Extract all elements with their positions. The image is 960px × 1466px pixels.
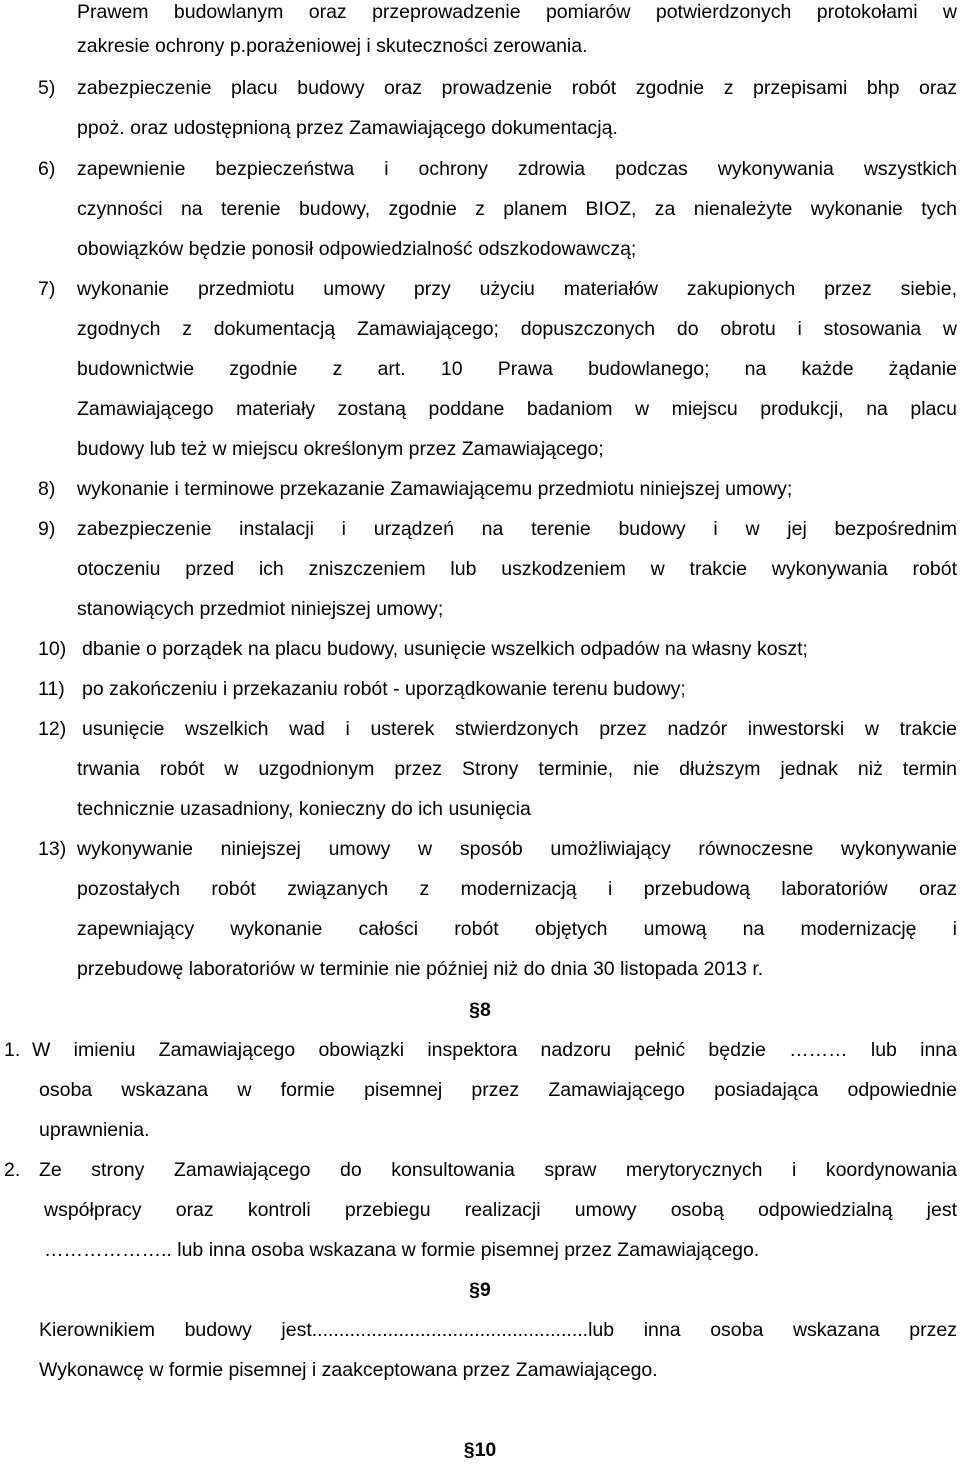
item-12-number: 12) bbox=[38, 718, 67, 740]
item-12-line-2: trwania robót w uzgodnionym przez Strony terminie, nie dłuższym jednak niż termin bbox=[77, 758, 957, 780]
item-7-line-4: Zamawiającego materiały zostaną poddane badaniom w miejscu produkcji, na placu bbox=[77, 398, 957, 420]
item-13-number: 13) bbox=[38, 838, 67, 860]
item-5-line-1: zabezpieczenie placu budowy oraz prowadzenie robót zgodnie z przepisami bhp oraz bbox=[77, 77, 957, 99]
section-9-line-1: Kierownikiem budowy jest...................................................lub inna osoba wskazana przez bbox=[39, 1319, 957, 1341]
item-5-number: 5) bbox=[38, 77, 56, 99]
item-9-number: 9) bbox=[38, 518, 56, 540]
item-6-number: 6) bbox=[38, 158, 56, 180]
section-8-point-2-line-2: współpracy oraz kontroli przebiegu realizacji umowy osobą odpowiedzialną jest bbox=[44, 1199, 957, 1221]
item-9-line-3: stanowiących przedmiot niniejszej umowy; bbox=[77, 598, 444, 620]
item-13-line-2: pozostałych robót związanych z modernizacją i przebudową laboratoriów oraz bbox=[77, 878, 957, 900]
item-6-line-1: zapewnienie bezpieczeństwa i ochrony zdrowia podczas wykonywania wszystkich bbox=[77, 158, 957, 180]
item-6-line-2: czynności na terenie budowy, zgodnie z planem BIOZ, za nienależyte wykonanie tych bbox=[77, 198, 957, 220]
item-7-line-2: zgodnych z dokumentacją Zamawiającego; dopuszczonych do obrotu i stosowania w bbox=[77, 318, 957, 340]
item-8-line-1: wykonanie i terminowe przekazanie Zamawiającemu przedmiotu niniejszej umowy; bbox=[77, 478, 793, 500]
section-8-heading: §8 bbox=[469, 999, 491, 1021]
item-7-line-1: wykonanie przedmiotu umowy przy użyciu materiałów zakupionych przez siebie, bbox=[77, 278, 957, 300]
item-6-line-3: obowiązków będzie ponosił odpowiedzialność odszkodowawczą; bbox=[77, 238, 637, 260]
item-9-line-1: zabezpieczenie instalacji i urządzeń na terenie budowy i w jej bezpośrednim bbox=[77, 518, 957, 540]
item-11-line-1: po zakończeniu i przekazaniu robót - uporządkowanie terenu budowy; bbox=[82, 678, 686, 700]
item-5-line-2: ppoż. oraz udostępnioną przez Zamawiającego dokumentacją. bbox=[77, 117, 618, 139]
item-10-line-1: dbanie o porządek na placu budowy, usunięcie wszelkich odpadów na własny koszt; bbox=[82, 638, 808, 660]
item-7-line-5: budowy lub też w miejscu określonym przez Zamawiającego; bbox=[77, 438, 604, 460]
intro-line-2: zakresie ochrony p.porażeniowej i skuteczności zerowania. bbox=[77, 35, 588, 57]
section-8-point-1-line-2: osoba wskazana w formie pisemnej przez Zamawiającego posiadająca odpowiednie bbox=[39, 1079, 957, 1101]
item-13-line-1: wykonywanie niniejszej umowy w sposób umożliwiający równoczesne wykonywanie bbox=[77, 838, 957, 860]
section-10-heading: §10 bbox=[463, 1439, 497, 1461]
section-8-point-2-number: 2. bbox=[4, 1159, 21, 1181]
intro-line-1: Prawem budowlanym oraz przeprowadzenie pomiarów potwierdzonych protokołami w bbox=[77, 1, 957, 23]
section-9-line-2: Wykonawcę w formie pisemnej i zaakceptowana przez Zamawiającego. bbox=[39, 1359, 658, 1381]
item-13-line-4: przebudowę laboratoriów w terminie nie później niż do dnia 30 listopada 2013 r. bbox=[77, 958, 764, 980]
item-12-line-1: usunięcie wszelkich wad i usterek stwierdzonych przez nadzór inwestorski w trakcie bbox=[82, 718, 957, 740]
section-8-point-1-line-1: W imieniu Zamawiającego obowiązki inspektora nadzoru pełnić będzie ……… lub inna bbox=[32, 1039, 957, 1061]
item-8-number: 8) bbox=[38, 478, 56, 500]
item-9-line-2: otoczeniu przed ich zniszczeniem lub uszkodzeniem w trakcie wykonywania robót bbox=[77, 558, 957, 580]
item-7-number: 7) bbox=[38, 278, 56, 300]
section-8-point-1-number: 1. bbox=[4, 1039, 21, 1061]
section-8-point-1-line-3: uprawnienia. bbox=[39, 1119, 150, 1141]
section-9-heading: §9 bbox=[469, 1279, 491, 1301]
section-8-point-2-line-1: Ze strony Zamawiającego do konsultowania spraw merytorycznych i koordynowania bbox=[39, 1159, 957, 1181]
item-12-line-3: technicznie uzasadniony, konieczny do ich usunięcia bbox=[77, 798, 531, 820]
item-13-line-3: zapewniający wykonanie całości robót objętych umową na modernizację i bbox=[77, 918, 957, 940]
item-11-number: 11) bbox=[38, 678, 65, 700]
item-7-line-3: budownictwie zgodnie z art. 10 Prawa budowlanego; na każde żądanie bbox=[77, 358, 957, 380]
section-8-point-2-line-3: ……………….. lub inna osoba wskazana w formie pisemnej przez Zamawiającego. bbox=[44, 1239, 760, 1261]
item-10-number: 10) bbox=[38, 638, 67, 660]
